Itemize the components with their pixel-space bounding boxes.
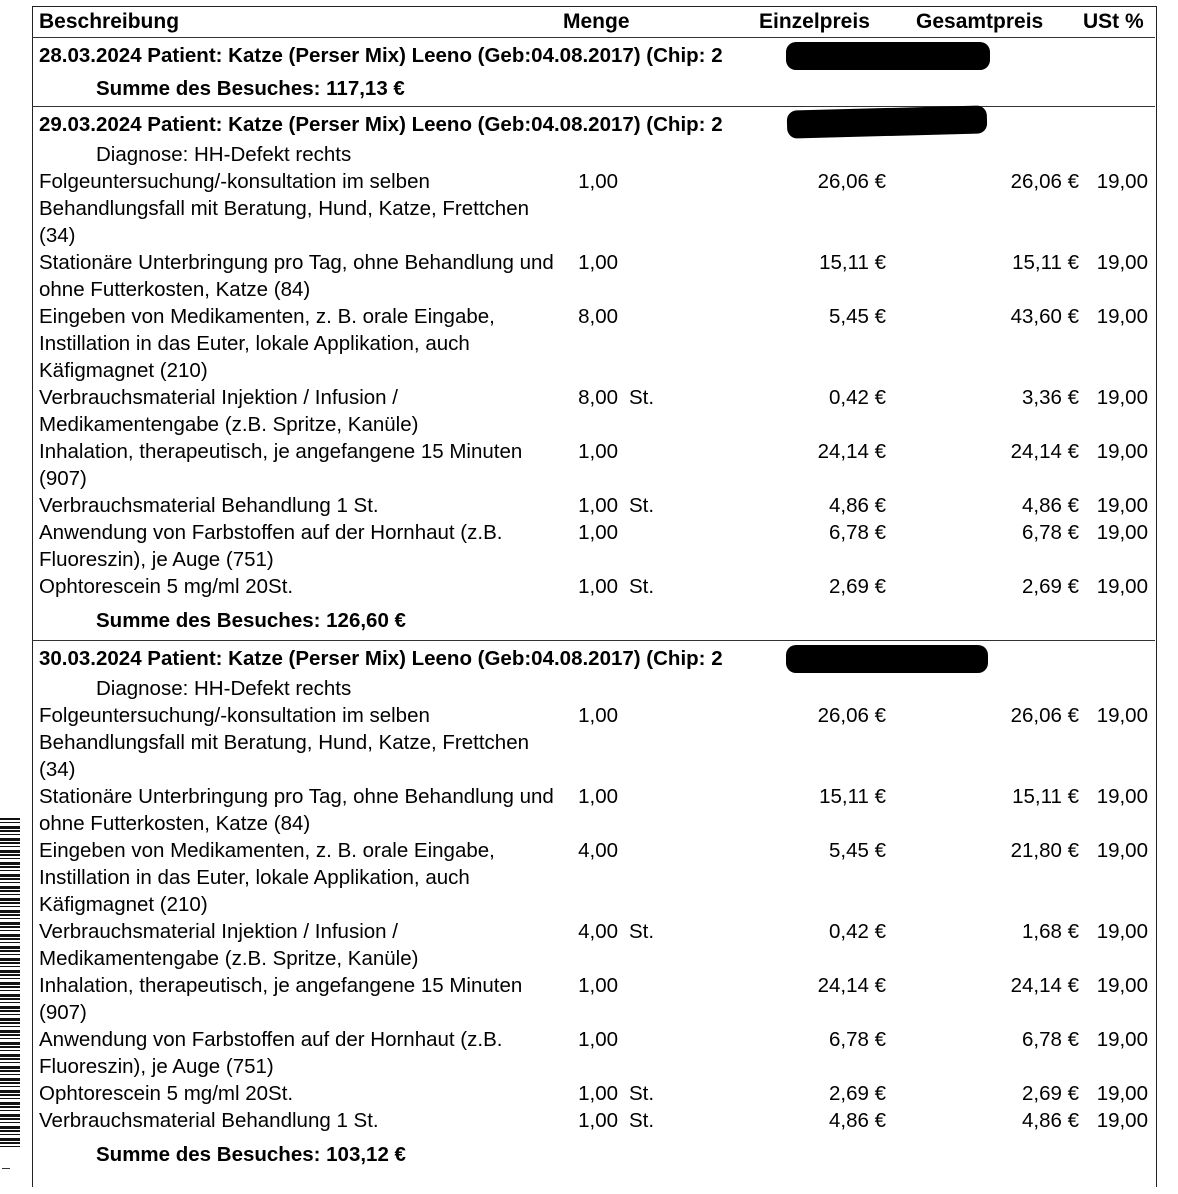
item-unit-price: 5,45 € bbox=[829, 305, 886, 328]
visit-sum: Summe des Besuches: 126,60 € bbox=[96, 609, 406, 632]
item-description: Stationäre Unterbringung pro Tag, ohne Behandlung und ohne Futterkosten, Katze (84) bbox=[39, 785, 554, 835]
item-vat: 19,00 bbox=[1096, 704, 1148, 727]
item-unit-price: 4,86 € bbox=[829, 494, 886, 517]
item-quantity: 1,00 bbox=[578, 521, 618, 544]
item-vat: 19,00 bbox=[1096, 305, 1148, 328]
item-vat: 19,00 bbox=[1096, 1109, 1148, 1132]
item-unit-price: 26,06 € bbox=[817, 704, 886, 727]
item-total-price: 6,78 € bbox=[1022, 521, 1079, 544]
item-unit: St. bbox=[629, 920, 655, 943]
visit-divider bbox=[32, 106, 1155, 107]
item-quantity: 1,00 bbox=[578, 704, 618, 727]
item-description: Anwendung von Farbstoffen auf der Hornhaut (z.B. Fluoreszin), je Auge (751) bbox=[39, 521, 503, 571]
item-unit-price: 15,11 € bbox=[819, 251, 886, 274]
col-description-header: Beschreibung bbox=[39, 10, 180, 33]
item-description: Anwendung von Farbstoffen auf der Hornhaut (z.B. Fluoreszin), je Auge (751) bbox=[39, 1028, 503, 1078]
item-unit-price: 24,14 € bbox=[817, 974, 886, 997]
item-vat: 19,00 bbox=[1096, 785, 1148, 808]
item-unit-price: 26,06 € bbox=[817, 170, 886, 193]
visit-heading: 29.03.2024 Patient: Katze (Perser Mix) Leeno (Geb:04.08.2017) (Chip: 2 bbox=[39, 113, 723, 136]
item-quantity: 1,00 bbox=[578, 1082, 618, 1105]
item-vat: 19,00 bbox=[1096, 521, 1148, 544]
item-vat: 19,00 bbox=[1096, 251, 1148, 274]
item-vat: 19,00 bbox=[1096, 1028, 1148, 1051]
item-unit-price: 0,42 € bbox=[829, 920, 886, 943]
margin-dash bbox=[2, 1168, 10, 1169]
item-vat: 19,00 bbox=[1096, 839, 1148, 862]
item-unit: St. bbox=[629, 1109, 655, 1132]
visit-diagnosis: Diagnose: HH-Defekt rechts bbox=[96, 143, 352, 166]
item-unit-price: 4,86 € bbox=[829, 1109, 886, 1132]
item-unit-price: 15,11 € bbox=[819, 785, 886, 808]
item-total-price: 15,11 € bbox=[1012, 251, 1079, 274]
item-quantity: 1,00 bbox=[578, 494, 618, 517]
item-unit-price: 24,14 € bbox=[817, 440, 886, 463]
item-description: Ophtorescein 5 mg/ml 20St. bbox=[39, 1082, 294, 1105]
visit-heading: 30.03.2024 Patient: Katze (Perser Mix) Leeno (Geb:04.08.2017) (Chip: 2 bbox=[39, 647, 723, 670]
item-description: Stationäre Unterbringung pro Tag, ohne Behandlung und ohne Futterkosten, Katze (84) bbox=[39, 251, 554, 301]
item-total-price: 1,68 € bbox=[1022, 920, 1079, 943]
item-vat: 19,00 bbox=[1096, 170, 1148, 193]
col-vat-header: USt % bbox=[1083, 10, 1144, 33]
item-description: Verbrauchsmaterial Behandlung 1 St. bbox=[39, 494, 379, 517]
item-quantity: 1,00 bbox=[578, 1109, 618, 1132]
item-quantity: 1,00 bbox=[578, 974, 618, 997]
item-vat: 19,00 bbox=[1096, 1082, 1148, 1105]
visit-heading: 28.03.2024 Patient: Katze (Perser Mix) Leeno (Geb:04.08.2017) (Chip: 2 bbox=[39, 44, 723, 67]
item-total-price: 2,69 € bbox=[1022, 575, 1079, 598]
item-description: Inhalation, therapeutisch, je angefangene 15 Minuten (907) bbox=[39, 974, 523, 1024]
item-total-price: 6,78 € bbox=[1022, 1028, 1079, 1051]
item-description: Verbrauchsmaterial Behandlung 1 St. bbox=[39, 1109, 379, 1132]
col-unit-price-header: Einzelpreis bbox=[759, 10, 870, 33]
item-total-price: 3,36 € bbox=[1022, 386, 1079, 409]
item-description: Ophtorescein 5 mg/ml 20St. bbox=[39, 575, 294, 598]
redaction-mark bbox=[786, 645, 988, 673]
redaction-mark bbox=[786, 42, 990, 70]
item-unit-price: 2,69 € bbox=[829, 1082, 886, 1105]
item-vat: 19,00 bbox=[1096, 920, 1148, 943]
item-total-price: 26,06 € bbox=[1010, 704, 1079, 727]
item-total-price: 43,60 € bbox=[1010, 305, 1079, 328]
item-unit-price: 6,78 € bbox=[829, 1028, 886, 1051]
visit-diagnosis: Diagnose: HH-Defekt rechts bbox=[96, 677, 352, 700]
item-quantity: 1,00 bbox=[578, 575, 618, 598]
col-total-price-header: Gesamtpreis bbox=[916, 10, 1044, 33]
item-description: Verbrauchsmaterial Injektion / Infusion / Medikamentengabe (z.B. Spritze, Kanüle) bbox=[39, 386, 419, 436]
item-vat: 19,00 bbox=[1096, 440, 1148, 463]
item-unit-price: 5,45 € bbox=[829, 839, 886, 862]
redaction-mark bbox=[787, 105, 988, 138]
item-quantity: 1,00 bbox=[578, 440, 618, 463]
barcode bbox=[0, 818, 20, 1148]
item-description: Inhalation, therapeutisch, je angefangene 15 Minuten (907) bbox=[39, 440, 523, 490]
item-total-price: 2,69 € bbox=[1022, 1082, 1079, 1105]
item-total-price: 4,86 € bbox=[1022, 1109, 1079, 1132]
item-vat: 19,00 bbox=[1096, 494, 1148, 517]
table-header bbox=[32, 8, 1155, 36]
item-vat: 19,00 bbox=[1096, 386, 1148, 409]
item-total-price: 4,86 € bbox=[1022, 494, 1079, 517]
col-quantity-header: Menge bbox=[563, 10, 630, 33]
item-description: Eingeben von Medikamenten, z. B. orale Eingabe, Instillation in das Euter, lokale Applikation, auch Käfigmagnet (210) bbox=[39, 305, 495, 382]
item-total-price: 26,06 € bbox=[1010, 170, 1079, 193]
item-quantity: 1,00 bbox=[578, 170, 618, 193]
item-quantity: 4,00 bbox=[578, 839, 618, 862]
item-quantity: 4,00 bbox=[578, 920, 618, 943]
item-unit: St. bbox=[629, 575, 655, 598]
item-unit: St. bbox=[629, 386, 655, 409]
visit-sum: Summe des Besuches: 117,13 € bbox=[96, 77, 405, 100]
item-quantity: 1,00 bbox=[578, 251, 618, 274]
item-description: Verbrauchsmaterial Injektion / Infusion / Medikamentengabe (z.B. Spritze, Kanüle) bbox=[39, 920, 419, 970]
header-divider bbox=[32, 37, 1155, 38]
item-total-price: 15,11 € bbox=[1012, 785, 1079, 808]
item-total-price: 24,14 € bbox=[1010, 974, 1079, 997]
item-unit-price: 6,78 € bbox=[829, 521, 886, 544]
item-quantity: 8,00 bbox=[578, 386, 618, 409]
item-vat: 19,00 bbox=[1096, 974, 1148, 997]
item-description: Folgeuntersuchung/-konsultation im selben Behandlungsfall mit Beratung, Hund, Katze, Frettchen (34) bbox=[39, 704, 530, 781]
item-quantity: 8,00 bbox=[578, 305, 618, 328]
item-unit-price: 0,42 € bbox=[829, 386, 886, 409]
item-description: Eingeben von Medikamenten, z. B. orale Eingabe, Instillation in das Euter, lokale Applikation, auch Käfigmagnet (210) bbox=[39, 839, 495, 916]
visit-sum: Summe des Besuches: 103,12 € bbox=[96, 1143, 406, 1166]
item-unit: St. bbox=[629, 1082, 655, 1105]
item-unit-price: 2,69 € bbox=[829, 575, 886, 598]
item-vat: 19,00 bbox=[1096, 575, 1148, 598]
item-description: Folgeuntersuchung/-konsultation im selben Behandlungsfall mit Beratung, Hund, Katze, Frettchen (34) bbox=[39, 170, 530, 247]
visit-divider bbox=[32, 640, 1155, 641]
item-quantity: 1,00 bbox=[578, 1028, 618, 1051]
item-quantity: 1,00 bbox=[578, 785, 618, 808]
item-total-price: 24,14 € bbox=[1010, 440, 1079, 463]
item-total-price: 21,80 € bbox=[1010, 839, 1079, 862]
item-unit: St. bbox=[629, 494, 655, 517]
